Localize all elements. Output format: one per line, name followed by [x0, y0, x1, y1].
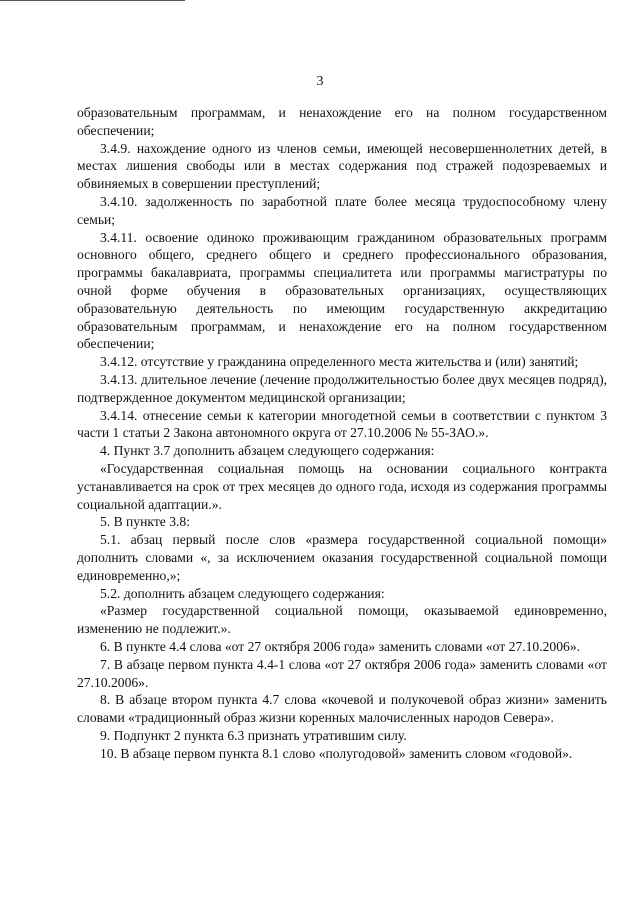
paragraph-item-5-2: 5.2. дополнить абзацем следующего содержания: — [100, 585, 385, 601]
paragraph-3-4-10: 3.4.10. задолженность по заработной плате более месяца трудоспособному члену семьи; — [77, 193, 607, 227]
page-number: 3 — [316, 74, 324, 89]
paragraph-item-4: 4. Пункт 3.7 дополнить абзацем следующего содержания: — [100, 443, 435, 459]
paragraph-item-10: 10. В абзаце первом пункта 8.1 слово «полугодовой» заменить словом «годовой». — [100, 745, 573, 761]
paragraph-item-5: 5. В пункте 3.8: — [100, 514, 190, 530]
paragraph-3-4-9: 3.4.9. нахождение одного из членов семьи, имеющей несовершеннолетних детей, в местах лишения свободы или в местах содержания под стражей подозреваемых и обвиняемых в совершении преступлений; — [77, 140, 607, 192]
paragraph-item-4-quote: «Государственная социальная помощь на основании социального контракта устанавливается на срок от трех месяцев до одного года, исходя из содержания программы социальной адаптации.». — [77, 460, 607, 512]
scan-edge-line — [0, 0, 185, 1]
paragraph-item-8: 8. В абзаце втором пункта 4.7 слова «кочевой и полукочевой образ жизни» заменить словами «традиционный образ жизни коренных малочисленных народов Севера». — [77, 692, 607, 726]
paragraph-continuation: образовательным программам, и ненахождение его на полном государственном обеспечении; — [77, 105, 607, 138]
paragraph-3-4-13: 3.4.13. длительное лечение (лечение продолжительностью более двух месяцев подряд), подтвержденное документом медицинской организации; — [77, 371, 607, 405]
paragraph-item-5-1: 5.1. абзац первый после слов «размера государственной социальной помощи» дополнить словами «, за исключением оказания государственной социальной помощи единовременно,»; — [77, 532, 607, 583]
paragraph-3-4-12: 3.4.12. отсутствие у гражданина определенного места жительства и (или) занятий; — [100, 354, 579, 370]
paragraph-item-9: 9. Подпункт 2 пункта 6.3 признать утратившим силу. — [100, 727, 407, 743]
document-body — [77, 104, 607, 762]
paragraph-item-5-2-quote: «Размер государственной социальной помощи, оказываемой единовременно, изменению не подлежит.». — [77, 603, 607, 637]
paragraph-item-6: 6. В пункте 4.4 слова «от 27 октября 2006 года» заменить словами «от 27.10.2006». — [100, 638, 581, 654]
paragraph-item-7: 7. В абзаце первом пункта 4.4-1 слова «от 27 октября 2006 года» заменить словами «от 27.10.2006». — [77, 656, 607, 690]
paragraph-3-4-11: 3.4.11. освоение одиноко проживающим гражданином образовательных программ основного общего, среднего общего и среднего профессионального образования, программы бакалавриата, программы специалитета или программы магистратуры по очной форме обучения в образовательных организациях, осуществляющих образовательную деятельность по имеющим государственную аккредитацию образовательным программам, и ненахождение его на полном государственном обеспечении; — [77, 229, 607, 352]
paragraph-3-4-14: 3.4.14. отнесение семьи к категории многодетной семьи в соответствии с пунктом 3 части 1 статьи 2 Закона автономного округа от 27.10.2006 № 55-ЗАО.». — [77, 407, 607, 441]
